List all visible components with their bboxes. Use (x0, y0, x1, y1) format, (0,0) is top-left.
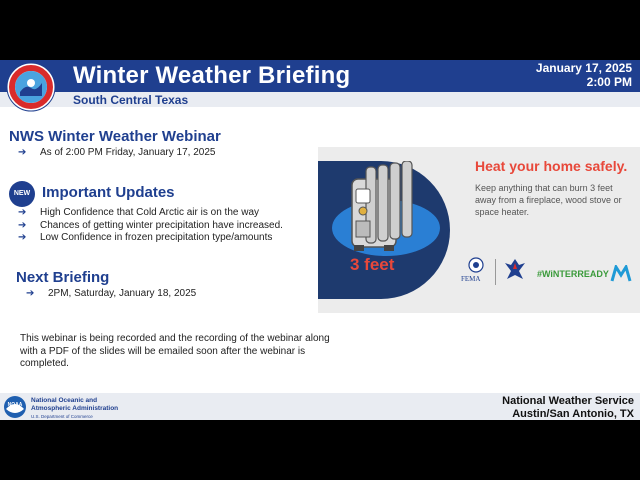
list-item: ➔ Low Confidence in frozen precipitation type/amounts (18, 232, 273, 243)
arrow-icon: ➔ (18, 147, 27, 158)
heat-safety-graphic (318, 147, 640, 313)
new-badge: NEW (9, 181, 35, 207)
arrow-icon: ➔ (18, 207, 27, 218)
office-name-line2: Austin/San Antonio, TX (512, 408, 634, 420)
arrow-icon: ➔ (18, 219, 27, 231)
dhs-seal-icon (468, 257, 484, 273)
list-item: ➔ Chances of getting winter precipitation have increased. (18, 219, 283, 231)
briefing-datetime (536, 61, 632, 89)
list-item: ➔ 2PM, Saturday, January 18, 2025 (26, 288, 197, 299)
briefing-date: January 17, 2025 (535, 61, 632, 75)
logo-divider (495, 259, 496, 285)
arrow-icon: ➔ (26, 288, 35, 299)
updates-bullets (18, 207, 283, 245)
webinar-title: NWS Winter Weather Webinar (9, 128, 221, 145)
list-item: ➔ As of 2:00 PM Friday, January 17, 2025 (18, 147, 216, 158)
recording-note: This webinar is being recorded and the recording of the webinar along with a PDF of the slides will be emailed soon after the webinar is completed. (20, 333, 330, 369)
usfa-logo-icon (505, 257, 525, 285)
nws-logo-icon (6, 62, 56, 112)
noaa-department: U.S. Department of Commerce (31, 414, 93, 419)
noaa-name-line2: Atmospheric Administration (31, 405, 119, 412)
updates-title: Important Updates (42, 184, 175, 201)
ad-body-text: Keep anything that can burn 3 feet away from a fireplace, wood stove or space heater. (475, 183, 622, 217)
noaa-logo-icon (3, 395, 27, 419)
noaa-name-line1: National Oceanic and (31, 397, 98, 404)
slide-header (0, 60, 640, 107)
page-title: Winter Weather Briefing (73, 62, 351, 89)
next-briefing-bullets (26, 288, 196, 301)
distance-label: 3 feet (350, 255, 395, 274)
slide-footer (0, 393, 640, 420)
briefing-time: 2:00 PM (586, 75, 632, 89)
arrow-icon: ➔ (18, 232, 27, 243)
webinar-bullets (18, 147, 215, 160)
page-subtitle: South Central Texas (73, 93, 189, 107)
office-name (502, 395, 634, 420)
list-item: ➔ High Confidence that Cold Arctic air is on the way (18, 207, 259, 218)
next-briefing-title: Next Briefing (16, 269, 110, 286)
office-name-line1: National Weather Service (502, 395, 634, 407)
noaa-badge-text: NOAA (7, 402, 23, 408)
partner-logo-icon (610, 265, 632, 283)
ad-heading: Heat your home safely. (475, 158, 628, 174)
space-heater-icon (348, 161, 422, 253)
winter-ready-hashtag: #WiNTERREADY (537, 269, 609, 279)
fema-logo: FEMA (461, 275, 481, 283)
noaa-name (31, 397, 118, 420)
briefing-slide (0, 60, 640, 420)
